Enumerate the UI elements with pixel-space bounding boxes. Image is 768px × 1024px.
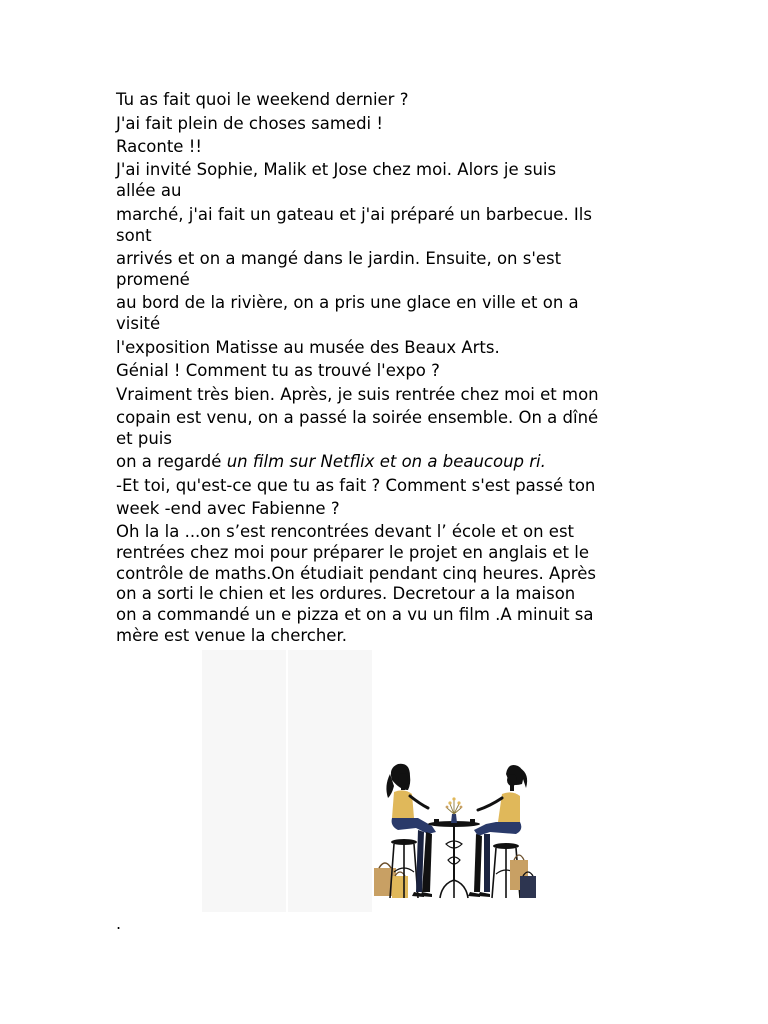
dialogue-line: copain est venu, on a passé la soirée ensemble. On a dîné: [116, 408, 599, 427]
dialogue-line: visité: [116, 314, 161, 333]
dialogue-line: arrivés et on a mangé dans le jardin. Ensuite, on s'est: [116, 249, 562, 268]
dialogue-line: Raconte !!: [116, 137, 202, 156]
dialogue-line: [116, 451, 546, 472]
image-placeholder: [202, 650, 286, 912]
cafe-table: [428, 797, 480, 898]
dialogue-line: Vraiment très bien. Après, je suis rentrée chez moi et mon: [116, 385, 599, 404]
paragraph-line: rentrées chez moi pour préparer le projet en anglais et le: [116, 543, 589, 562]
shopping-bag: [520, 876, 536, 898]
dialogue-line: J'ai invité Sophie, Malik et Jose chez moi. Alors je suis: [116, 160, 557, 179]
image-placeholder: [288, 650, 372, 912]
paragraph-line: contrôle de maths.On étudiait pendant cinq heures. Après: [116, 564, 596, 583]
paragraph-line: on a commandé un e pizza et on a vu un film .A minuit sa: [116, 605, 594, 624]
paragraph-line: Oh la la ...on s’est rencontrées devant l’ école et on est: [116, 522, 575, 541]
dialogue-line: week -end avec Fabienne ?: [116, 499, 340, 518]
shopping-bag: [392, 876, 408, 898]
dialogue-line: Tu as fait quoi le weekend dernier ?: [116, 90, 409, 109]
paragraph-line: on a sorti le chien et les ordures. Decretour a la maison: [116, 584, 576, 603]
dialogue-line: Génial ! Comment tu as trouvé l'expo ?: [116, 361, 440, 380]
dialogue-italic-text: un film sur Netflix et on a beaucoup ri.: [226, 452, 546, 471]
dialogue-line: allée au: [116, 181, 182, 200]
dialogue-line: l'exposition Matisse au musée des Beaux Arts.: [116, 338, 500, 357]
dialogue-line: -Et toi, qu'est-ce que tu as fait ? Comment s'est passé ton: [116, 476, 596, 495]
dialogue-line: promené: [116, 270, 190, 289]
cafe-friends-illustration: [370, 760, 538, 904]
dialogue-line: marché, j'ai fait un gateau et j'ai préparé un barbecue. Ils: [116, 205, 592, 224]
dialogue-line: J'ai fait plein de choses samedi !: [116, 114, 383, 133]
dialogue-text: on a regardé: [116, 452, 227, 471]
paragraph-line: mère est venue la chercher.: [116, 626, 347, 645]
dialogue-line: sont: [116, 226, 152, 245]
trailing-mark: .: [116, 914, 122, 933]
dialogue-line: et puis: [116, 429, 172, 448]
dialogue-line: au bord de la rivière, on a pris une glace en ville et on a: [116, 293, 579, 312]
